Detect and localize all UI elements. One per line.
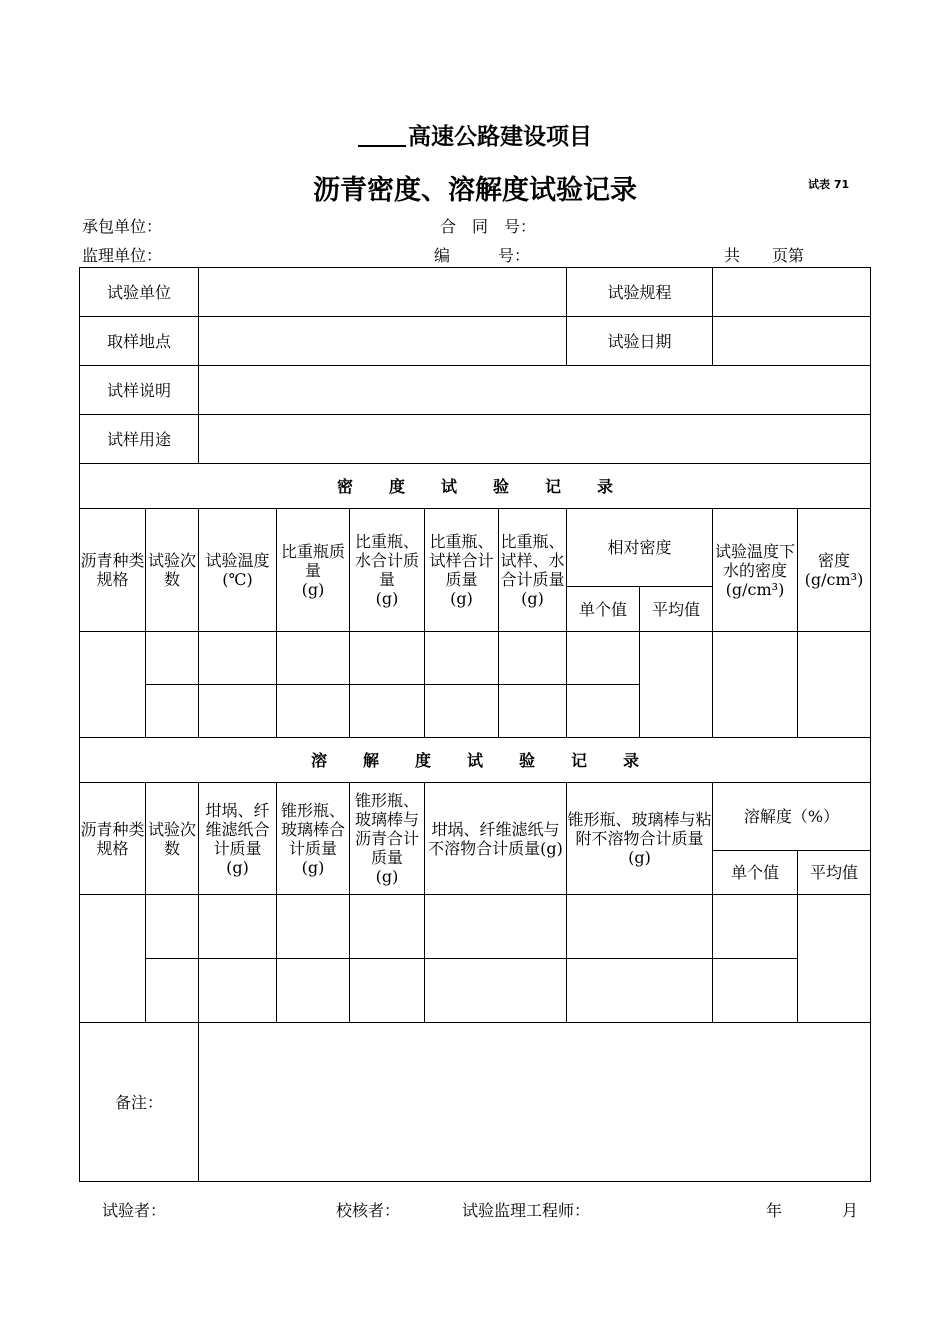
sol-cell[interactable]	[277, 895, 350, 959]
density-cell[interactable]	[146, 632, 199, 685]
serial-no-label: 编 号：	[434, 246, 531, 265]
density-cell-asphalt[interactable]	[80, 632, 146, 738]
sol-cell[interactable]	[350, 895, 425, 959]
sol-col-flask: 锥形瓶、玻璃棒合计质量 (g)	[277, 783, 350, 895]
sol-cell[interactable]	[277, 959, 350, 1023]
density-cell[interactable]	[567, 685, 640, 738]
density-col-water-density: 试验温度下水的密度 (g/cm³)	[713, 509, 798, 632]
sol-col-solubility: 溶解度（%）	[713, 783, 871, 851]
sol-cell[interactable]	[350, 959, 425, 1023]
sol-cell[interactable]	[199, 895, 277, 959]
density-cell[interactable]	[146, 685, 199, 738]
density-col-rel-density: 相对密度	[567, 509, 713, 587]
density-cell[interactable]	[499, 632, 567, 685]
density-col-bottle-sample-water: 比重瓶、试样、水合计质量 (g)	[499, 509, 567, 632]
pages-label: 共 页第	[724, 246, 805, 265]
density-cell[interactable]	[199, 685, 277, 738]
density-col-bottle-water: 比重瓶、水合计质量 (g)	[350, 509, 425, 632]
form-number: 试表 71	[808, 178, 850, 191]
sol-cell[interactable]	[567, 895, 713, 959]
solubility-section-title: 溶 解 度 试 验 记 录	[80, 738, 871, 783]
density-col-temp: 试验温度(℃)	[199, 509, 277, 632]
form-title: 沥青密度、溶解度试验记录	[313, 175, 637, 206]
test-unit-field[interactable]	[199, 268, 567, 317]
sol-col-flask-asphalt: 锥形瓶、玻璃棒与沥青合计质量 (g)	[350, 783, 425, 895]
density-cell[interactable]	[567, 632, 640, 685]
density-col-bottle: 比重瓶质量 (g)	[277, 509, 350, 632]
sol-cell[interactable]	[425, 895, 567, 959]
density-col-times: 试验次数	[146, 509, 199, 632]
density-cell-water-density[interactable]	[713, 632, 798, 738]
project-title: 高速公路建设项目	[0, 118, 950, 151]
sol-cell[interactable]	[425, 959, 567, 1023]
checker-label: 校核者：	[336, 1201, 401, 1220]
sample-desc-label: 试样说明	[80, 366, 199, 415]
density-cell[interactable]	[199, 632, 277, 685]
year-label: 年	[766, 1201, 783, 1220]
test-date-field[interactable]	[713, 317, 871, 366]
sol-col-flask-insol: 锥形瓶、玻璃棒与粘附不溶物合计质量 (g)	[567, 783, 713, 895]
density-cell[interactable]	[499, 685, 567, 738]
density-col-bottle-sample: 比重瓶、试样合计质量 (g)	[425, 509, 499, 632]
sampling-site-label: 取样地点	[80, 317, 199, 366]
sol-cell[interactable]	[713, 895, 798, 959]
density-cell[interactable]	[425, 685, 499, 738]
sol-cell-asphalt[interactable]	[80, 895, 146, 1023]
supervisor-label: 监理单位：	[82, 246, 163, 265]
remarks-field[interactable]	[199, 1023, 871, 1182]
sol-col-times: 试验次数	[146, 783, 199, 895]
density-cell[interactable]	[277, 632, 350, 685]
sampling-site-field[interactable]	[199, 317, 567, 366]
sol-col-avg: 平均值	[798, 851, 871, 895]
test-standard-label: 试验规程	[567, 268, 713, 317]
density-col-single: 单个值	[567, 587, 640, 632]
sol-col-single: 单个值	[713, 851, 798, 895]
test-unit-label: 试验单位	[80, 268, 199, 317]
density-col-asphalt: 沥青种类规格	[80, 509, 146, 632]
sample-use-label: 试样用途	[80, 415, 199, 464]
density-col-avg: 平均值	[640, 587, 713, 632]
contractor-label: 承包单位：	[82, 217, 163, 236]
test-date-label: 试验日期	[567, 317, 713, 366]
density-col-density: 密度 (g/cm³)	[798, 509, 871, 632]
sample-use-field[interactable]	[199, 415, 871, 464]
density-cell[interactable]	[277, 685, 350, 738]
test-standard-field[interactable]	[713, 268, 871, 317]
project-name-blank	[358, 123, 406, 147]
density-cell[interactable]	[425, 632, 499, 685]
sol-cell[interactable]	[146, 895, 199, 959]
sol-cell-avg[interactable]	[798, 895, 871, 1023]
tester-label: 试验者：	[102, 1201, 167, 1220]
sample-desc-field[interactable]	[199, 366, 871, 415]
month-label: 月	[842, 1201, 859, 1220]
sol-col-crucible-insol: 坩埚、纤维滤纸与不溶物合计质量(g)	[425, 783, 567, 895]
density-cell-density[interactable]	[798, 632, 871, 738]
density-cell-avg[interactable]	[640, 632, 713, 738]
supervisor-engineer-label: 试验监理工程师：	[462, 1201, 591, 1220]
density-cell[interactable]	[350, 632, 425, 685]
sol-col-asphalt: 沥青种类规格	[80, 783, 146, 895]
sol-cell[interactable]	[567, 959, 713, 1023]
density-section-title: 密 度 试 验 记 录	[80, 464, 871, 509]
density-cell[interactable]	[350, 685, 425, 738]
record-table	[79, 267, 871, 1182]
sol-cell[interactable]	[713, 959, 798, 1023]
sol-col-crucible: 坩埚、纤维滤纸合计质量 (g)	[199, 783, 277, 895]
contract-no-label: 合 同 号：	[440, 217, 537, 236]
sol-cell[interactable]	[199, 959, 277, 1023]
sol-cell[interactable]	[146, 959, 199, 1023]
remarks-label: 备注：	[80, 1023, 199, 1182]
